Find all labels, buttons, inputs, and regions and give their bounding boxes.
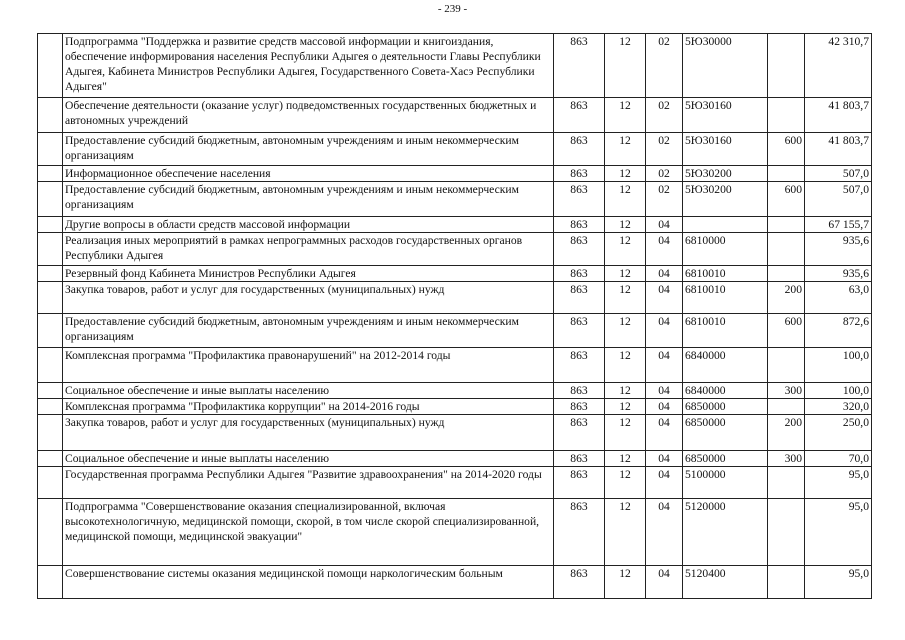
target-item-code: 6810010 (683, 282, 768, 314)
amount: 507,0 (805, 166, 872, 182)
ministry-code: 863 (554, 383, 605, 399)
expense-type-code (768, 166, 805, 182)
target-item-code: 6850000 (683, 451, 768, 467)
row-marker-cell (38, 399, 63, 415)
expense-type-code (768, 467, 805, 499)
item-name: Комплексная программа "Профилактика коррупции" на 2014-2016 годы (63, 399, 554, 415)
item-name: Предоставление субсидий бюджетным, автономным учреждениям и иным некоммерческим организациям (63, 133, 554, 166)
amount: 42 310,7 (805, 34, 872, 98)
expense-type-code: 600 (768, 182, 805, 217)
ministry-code: 863 (554, 451, 605, 467)
amount: 63,0 (805, 282, 872, 314)
expense-type-code: 200 (768, 415, 805, 451)
section-code: 12 (605, 348, 646, 383)
ministry-code: 863 (554, 415, 605, 451)
section-code: 12 (605, 415, 646, 451)
amount: 507,0 (805, 182, 872, 217)
section-code: 12 (605, 314, 646, 348)
subsection-code: 04 (646, 266, 683, 282)
table-row (38, 98, 872, 133)
section-code: 12 (605, 383, 646, 399)
ministry-code: 863 (554, 34, 605, 98)
table-row (38, 34, 872, 98)
subsection-code: 02 (646, 166, 683, 182)
item-name: Совершенствование системы оказания медицинской помощи наркологическим больным (63, 566, 554, 599)
target-item-code: 5120400 (683, 566, 768, 599)
table-row (38, 217, 872, 233)
target-item-code: 6850000 (683, 399, 768, 415)
section-code: 12 (605, 133, 646, 166)
amount: 320,0 (805, 399, 872, 415)
ministry-code: 863 (554, 467, 605, 499)
subsection-code: 04 (646, 499, 683, 566)
section-code: 12 (605, 566, 646, 599)
amount: 95,0 (805, 467, 872, 499)
subsection-code: 04 (646, 217, 683, 233)
expense-type-code (768, 98, 805, 133)
row-marker-cell (38, 282, 63, 314)
ministry-code: 863 (554, 314, 605, 348)
table-row (38, 166, 872, 182)
section-code: 12 (605, 34, 646, 98)
ministry-code: 863 (554, 166, 605, 182)
target-item-code: 6810010 (683, 266, 768, 282)
ministry-code: 863 (554, 266, 605, 282)
row-marker-cell (38, 314, 63, 348)
table-row (38, 314, 872, 348)
row-marker-cell (38, 34, 63, 98)
target-item-code: 5Ю30160 (683, 133, 768, 166)
target-item-code: 6850000 (683, 415, 768, 451)
expense-type-code (768, 499, 805, 566)
section-code: 12 (605, 166, 646, 182)
subsection-code: 04 (646, 233, 683, 266)
row-marker-cell (38, 451, 63, 467)
item-name: Комплексная программа "Профилактика правонарушений" на 2012-2014 годы (63, 348, 554, 383)
amount: 41 803,7 (805, 98, 872, 133)
item-name: Обеспечение деятельности (оказание услуг) подведомственных государственных бюджетных и автономных учреждений (63, 98, 554, 133)
subsection-code: 02 (646, 34, 683, 98)
target-item-code: 5Ю30200 (683, 166, 768, 182)
amount: 70,0 (805, 451, 872, 467)
subsection-code: 04 (646, 467, 683, 499)
section-code: 12 (605, 266, 646, 282)
ministry-code: 863 (554, 282, 605, 314)
item-name: Предоставление субсидий бюджетным, автономным учреждениям и иным некоммерческим организациям (63, 314, 554, 348)
target-item-code: 6810000 (683, 233, 768, 266)
row-marker-cell (38, 499, 63, 566)
table-row (38, 399, 872, 415)
expense-type-code (768, 566, 805, 599)
row-marker-cell (38, 182, 63, 217)
target-item-code: 5Ю30200 (683, 182, 768, 217)
subsection-code: 04 (646, 383, 683, 399)
table-row (38, 348, 872, 383)
expense-type-code (768, 233, 805, 266)
expense-type-code: 300 (768, 451, 805, 467)
section-code: 12 (605, 233, 646, 266)
row-marker-cell (38, 566, 63, 599)
ministry-code: 863 (554, 399, 605, 415)
item-name: Государственная программа Республики Адыгея "Развитие здравоохранения" на 2014-2020 годы (63, 467, 554, 499)
row-marker-cell (38, 348, 63, 383)
ministry-code: 863 (554, 133, 605, 166)
ministry-code: 863 (554, 348, 605, 383)
table-row (38, 415, 872, 451)
target-item-code: 5Ю30000 (683, 34, 768, 98)
item-name: Социальное обеспечение и иные выплаты населению (63, 383, 554, 399)
ministry-code: 863 (554, 182, 605, 217)
subsection-code: 04 (646, 282, 683, 314)
item-name: Закупка товаров, работ и услуг для государственных (муниципальных) нужд (63, 415, 554, 451)
section-code: 12 (605, 451, 646, 467)
table-row (38, 451, 872, 467)
row-marker-cell (38, 133, 63, 166)
row-marker-cell (38, 415, 63, 451)
table-row (38, 233, 872, 266)
amount: 95,0 (805, 566, 872, 599)
section-code: 12 (605, 217, 646, 233)
item-name: Закупка товаров, работ и услуг для государственных (муниципальных) нужд (63, 282, 554, 314)
subsection-code: 02 (646, 98, 683, 133)
expense-type-code: 600 (768, 314, 805, 348)
target-item-code: 5Ю30160 (683, 98, 768, 133)
target-item-code: 5120000 (683, 499, 768, 566)
section-code: 12 (605, 399, 646, 415)
target-item-code: 6840000 (683, 383, 768, 399)
row-marker-cell (38, 98, 63, 133)
target-item-code: 5100000 (683, 467, 768, 499)
expense-type-code: 300 (768, 383, 805, 399)
amount: 100,0 (805, 348, 872, 383)
section-code: 12 (605, 182, 646, 217)
subsection-code: 04 (646, 314, 683, 348)
subsection-code: 02 (646, 182, 683, 217)
expense-type-code: 600 (768, 133, 805, 166)
table-row (38, 266, 872, 282)
amount: 872,6 (805, 314, 872, 348)
budget-table (37, 33, 872, 599)
table-row (38, 133, 872, 166)
table-row (38, 499, 872, 566)
table-row (38, 467, 872, 499)
table-row (38, 182, 872, 217)
amount: 100,0 (805, 383, 872, 399)
expense-type-code (768, 34, 805, 98)
amount: 935,6 (805, 266, 872, 282)
ministry-code: 863 (554, 566, 605, 599)
target-item-code: 6810010 (683, 314, 768, 348)
item-name: Реализация иных мероприятий в рамках непрограммных расходов государственных органов Республики Адыгея (63, 233, 554, 266)
item-name: Предоставление субсидий бюджетным, автономным учреждениям и иным некоммерческим организациям (63, 182, 554, 217)
ministry-code: 863 (554, 217, 605, 233)
item-name: Подпрограмма "Поддержка и развитие средств массовой информации и книгоиздания, обеспечение информирования населения Республики Адыгея о деятельности Главы Республики Адыгея, Кабинета Министров Республики Адыгея, Государственного Совета-Хасэ Республики Адыгея" (63, 34, 554, 98)
item-name: Другие вопросы в области средств массовой информации (63, 217, 554, 233)
section-code: 12 (605, 98, 646, 133)
row-marker-cell (38, 266, 63, 282)
subsection-code: 04 (646, 566, 683, 599)
ministry-code: 863 (554, 98, 605, 133)
amount: 935,6 (805, 233, 872, 266)
row-marker-cell (38, 217, 63, 233)
subsection-code: 02 (646, 133, 683, 166)
target-item-code: 6840000 (683, 348, 768, 383)
ministry-code: 863 (554, 233, 605, 266)
table-row (38, 383, 872, 399)
row-marker-cell (38, 233, 63, 266)
expense-type-code (768, 217, 805, 233)
item-name: Подпрограмма "Совершенствование оказания специализированной, включая высокотехнологичную, медицинской помощи, скорой, в том числе скорой специализированной, медицинской помощи, медицинской эвакуации" (63, 499, 554, 566)
subsection-code: 04 (646, 399, 683, 415)
amount: 95,0 (805, 499, 872, 566)
page-number: - 239 - (437, 3, 468, 15)
subsection-code: 04 (646, 415, 683, 451)
item-name: Информационное обеспечение населения (63, 166, 554, 182)
ministry-code: 863 (554, 499, 605, 566)
amount: 250,0 (805, 415, 872, 451)
subsection-code: 04 (646, 451, 683, 467)
target-item-code (683, 217, 768, 233)
amount: 67 155,7 (805, 217, 872, 233)
item-name: Социальное обеспечение и иные выплаты населению (63, 451, 554, 467)
item-name: Резервный фонд Кабинета Министров Республики Адыгея (63, 266, 554, 282)
table-row (38, 282, 872, 314)
amount: 41 803,7 (805, 133, 872, 166)
expense-type-code (768, 399, 805, 415)
row-marker-cell (38, 383, 63, 399)
row-marker-cell (38, 166, 63, 182)
section-code: 12 (605, 499, 646, 566)
section-code: 12 (605, 282, 646, 314)
expense-type-code (768, 266, 805, 282)
expense-type-code: 200 (768, 282, 805, 314)
section-code: 12 (605, 467, 646, 499)
table-row (38, 566, 872, 599)
expense-type-code (768, 348, 805, 383)
row-marker-cell (38, 467, 63, 499)
subsection-code: 04 (646, 348, 683, 383)
